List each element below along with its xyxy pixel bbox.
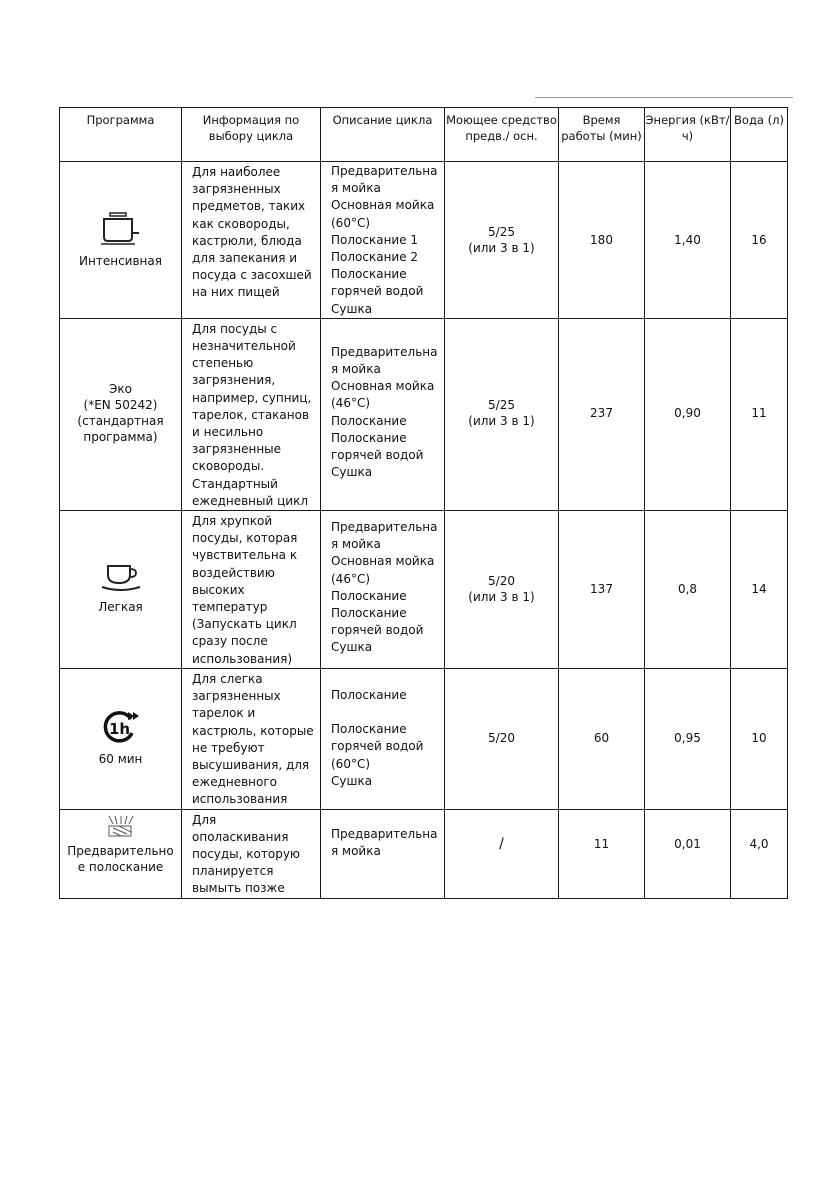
- prewash-spray-icon: [103, 814, 139, 840]
- desc-line: Полоскание: [331, 267, 407, 282]
- desc-line: Полоскание 1: [331, 232, 419, 247]
- desc-line: горячей водой: [331, 284, 424, 299]
- water-value: 14: [751, 581, 767, 596]
- water-value: 11: [751, 405, 767, 420]
- header-desc: Описание цикла: [321, 108, 445, 162]
- program-standard: (*EN 50242): [83, 397, 158, 412]
- desc-line: Полоскание: [331, 606, 407, 621]
- top-rule: [535, 97, 793, 98]
- detergent-cell: [445, 809, 559, 898]
- header-row: [60, 108, 788, 162]
- desc-line: (46°C): [331, 396, 371, 411]
- one-hour-icon: [101, 709, 141, 745]
- time-value: 180: [590, 232, 613, 247]
- header-detergent: Моющее средство предв./ осн.: [445, 108, 559, 162]
- water-value: 4,0: [749, 837, 769, 852]
- program-info: Для наиболее загрязненных предметов, таких как сковороды, кастрюли, блюда для запекания и посуда с засохшей на них пищей: [192, 165, 312, 300]
- energy-cell: [645, 809, 731, 898]
- header-energy: Энергия (кВт/ч): [645, 108, 731, 162]
- svg-text:1h: 1h: [108, 719, 130, 738]
- water-value: 16: [751, 232, 767, 247]
- desc-line: (46°C): [331, 571, 371, 586]
- program-name: Легкая: [98, 599, 143, 614]
- program-cell: [60, 668, 182, 809]
- desc-line: горячей водой: [331, 623, 424, 638]
- program-name-cont: е полоскание: [77, 859, 164, 874]
- detergent-note: (или 3 в 1): [468, 240, 535, 255]
- desc-line: Основная мойка: [331, 379, 435, 394]
- programs-table: [59, 107, 788, 899]
- program-name: 60 мин: [98, 751, 143, 766]
- program-cell: [60, 511, 182, 669]
- info-cell: [182, 668, 321, 809]
- program-info: Для посуды с незначительной степенью загрязнения, например, супниц, тарелок, стаканов и несильно загрязненные сковороды. Стандартный ежедневный цикл: [192, 321, 312, 508]
- info-cell: [182, 511, 321, 669]
- desc-line: Сушка: [331, 640, 373, 655]
- desc-line: Полоскание: [331, 588, 407, 603]
- detergent-value: 5/20: [488, 730, 515, 745]
- program-cell: [60, 318, 182, 510]
- desc-line: я мойка: [331, 181, 381, 196]
- time-value: 137: [590, 581, 613, 596]
- pot-icon: [99, 211, 143, 247]
- detergent-cell: [445, 668, 559, 809]
- time-value: 237: [590, 405, 613, 420]
- water-cell: [731, 809, 788, 898]
- desc-line: я мойка: [331, 362, 381, 377]
- desc-line: Основная мойка: [331, 198, 435, 213]
- energy-value: 0,95: [674, 730, 701, 745]
- desc-line: Предварительна: [331, 344, 438, 359]
- info-cell: [182, 809, 321, 898]
- info-cell: [182, 162, 321, 319]
- energy-cell: [645, 668, 731, 809]
- desc-line: Полоскание: [331, 687, 407, 702]
- desc-cell: [321, 318, 445, 510]
- table-row: [60, 318, 788, 510]
- energy-cell: [645, 162, 731, 319]
- program-name: Эко: [109, 381, 132, 396]
- energy-value: 1,40: [674, 232, 701, 247]
- desc-cell: [321, 511, 445, 669]
- energy-value: 0,8: [677, 581, 698, 596]
- program-note: программа): [83, 429, 158, 444]
- energy-value: 0,90: [674, 405, 701, 420]
- time-cell: [559, 162, 645, 319]
- desc-line: (60°C): [331, 756, 371, 771]
- desc-line: (60°C): [331, 215, 371, 230]
- detergent-cell: [445, 318, 559, 510]
- time-value: 11: [593, 837, 610, 852]
- header-info: Информация по выбору цикла: [182, 108, 321, 162]
- water-value: 10: [751, 730, 767, 745]
- water-cell: [731, 318, 788, 510]
- desc-line: я мойка: [331, 537, 381, 552]
- table-row: [60, 511, 788, 669]
- header-time: Время работы (мин): [559, 108, 645, 162]
- energy-value: 0,01: [674, 837, 701, 852]
- desc-line: Сушка: [331, 465, 373, 480]
- desc-line: горячей водой: [331, 739, 424, 754]
- time-cell: [559, 318, 645, 510]
- program-info: Для слегка загрязненных тарелок и кастрюль, которые не требуют высушивания, для ежедневного использования: [192, 671, 314, 807]
- time-cell: [559, 809, 645, 898]
- water-cell: [731, 668, 788, 809]
- program-info: Для хрупкой посуды, которая чувствительна к воздействию высоких температур (Запускать цикл сразу после использования): [192, 514, 298, 666]
- desc-line: я мойка: [331, 843, 381, 858]
- time-cell: [559, 511, 645, 669]
- program-name: Интенсивная: [79, 253, 162, 268]
- program-info: Для ополаскивания посуды, которую планируется вымыть позже: [192, 812, 301, 896]
- desc-line: горячей водой: [331, 448, 424, 463]
- desc-cell: [321, 809, 445, 898]
- detergent-cell: [445, 162, 559, 319]
- energy-cell: [645, 511, 731, 669]
- table-row: [60, 668, 788, 809]
- cup-icon: [100, 563, 142, 593]
- desc-line: Предварительна: [331, 164, 438, 178]
- desc-line: Сушка: [331, 301, 373, 316]
- desc-line: Предварительна: [331, 520, 438, 535]
- detergent-value: 5/25: [488, 224, 515, 239]
- energy-cell: [645, 318, 731, 510]
- table-row: [60, 809, 788, 898]
- water-cell: [731, 511, 788, 669]
- time-cell: [559, 668, 645, 809]
- program-cell: [60, 809, 182, 898]
- detergent-note: (или 3 в 1): [468, 589, 535, 604]
- header-water: Вода (л): [731, 108, 788, 162]
- detergent-note: (или 3 в 1): [468, 413, 535, 428]
- detergent-value: 5/20: [488, 573, 515, 588]
- desc-line: Полоскание: [331, 413, 407, 428]
- info-cell: [182, 318, 321, 510]
- program-note: (стандартная: [77, 413, 164, 428]
- detergent-cell: [445, 511, 559, 669]
- program-name: Предварительно: [67, 843, 174, 858]
- desc-line: Полоскание 2: [331, 250, 419, 265]
- header-program: Программа: [60, 108, 182, 162]
- desc-line: Основная мойка: [331, 554, 435, 569]
- desc-cell: [321, 668, 445, 809]
- detergent-value: /: [499, 836, 504, 853]
- table-row: [60, 162, 788, 319]
- program-cell: [60, 162, 182, 319]
- desc-line: Полоскание: [331, 430, 407, 445]
- detergent-value: 5/25: [488, 397, 515, 412]
- time-value: 60: [593, 730, 610, 745]
- desc-cell: [321, 162, 445, 319]
- desc-line: Полоскание: [331, 722, 407, 737]
- desc-line: Сушка: [331, 773, 373, 788]
- water-cell: [731, 162, 788, 319]
- desc-line: Предварительна: [331, 826, 438, 841]
- desc-gap: [331, 704, 441, 721]
